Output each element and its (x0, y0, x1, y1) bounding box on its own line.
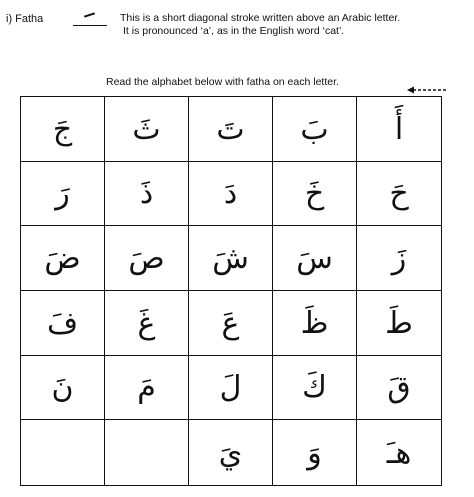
letter-cell: سَ (273, 226, 357, 291)
letter-cell: رَ (21, 162, 105, 227)
letter-cell: كَ (273, 356, 357, 421)
underline (73, 25, 107, 26)
letter-grid (20, 96, 442, 486)
section-label: i) Fatha (6, 13, 44, 25)
letter-cell (21, 420, 105, 485)
dashed-arrow-left-icon (407, 85, 447, 95)
letter-cell: جَ (21, 97, 105, 162)
letter-cell: بَ (273, 97, 357, 162)
letter-cell: لَ (189, 356, 273, 421)
letter-cell: نَ (21, 356, 105, 421)
description (120, 12, 400, 38)
letter-cell: غَ (105, 291, 189, 356)
letter-cell: فَ (21, 291, 105, 356)
letter-cell: ضَ (21, 226, 105, 291)
letter-cell: صَ (105, 226, 189, 291)
letter-cell: يَ (189, 420, 273, 485)
letter-cell: مَ (105, 356, 189, 421)
fatha-sample-mark (73, 13, 107, 27)
letter-cell: ثَ (105, 97, 189, 162)
letter-cell: شَ (189, 226, 273, 291)
letter-cell: حَ (357, 162, 441, 227)
letter-cell: عَ (189, 291, 273, 356)
letter-cell: وَ (273, 420, 357, 485)
letter-cell: تَ (189, 97, 273, 162)
letter-cell: طَ (357, 291, 441, 356)
letter-cell: دَ (189, 162, 273, 227)
letter-cell: أَ (357, 97, 441, 162)
fatha-stroke (84, 12, 95, 17)
letter-cell (105, 420, 189, 485)
letter-cell: خَ (273, 162, 357, 227)
letter-cell: ذَ (105, 162, 189, 227)
instruction-text: Read the alphabet below with fatha on each letter. (106, 76, 339, 88)
letter-cell: هـَ (386, 435, 412, 471)
description-line-1: This is a short diagonal stroke written above an Arabic letter. (120, 12, 401, 24)
description-line-2: It is pronounced ‘a’, as in the English word ‘cat’. (123, 25, 345, 37)
letter-cell: زَ (357, 226, 441, 291)
letter-cell: ظَ (273, 291, 357, 356)
letter-cell: قَ (357, 356, 441, 421)
